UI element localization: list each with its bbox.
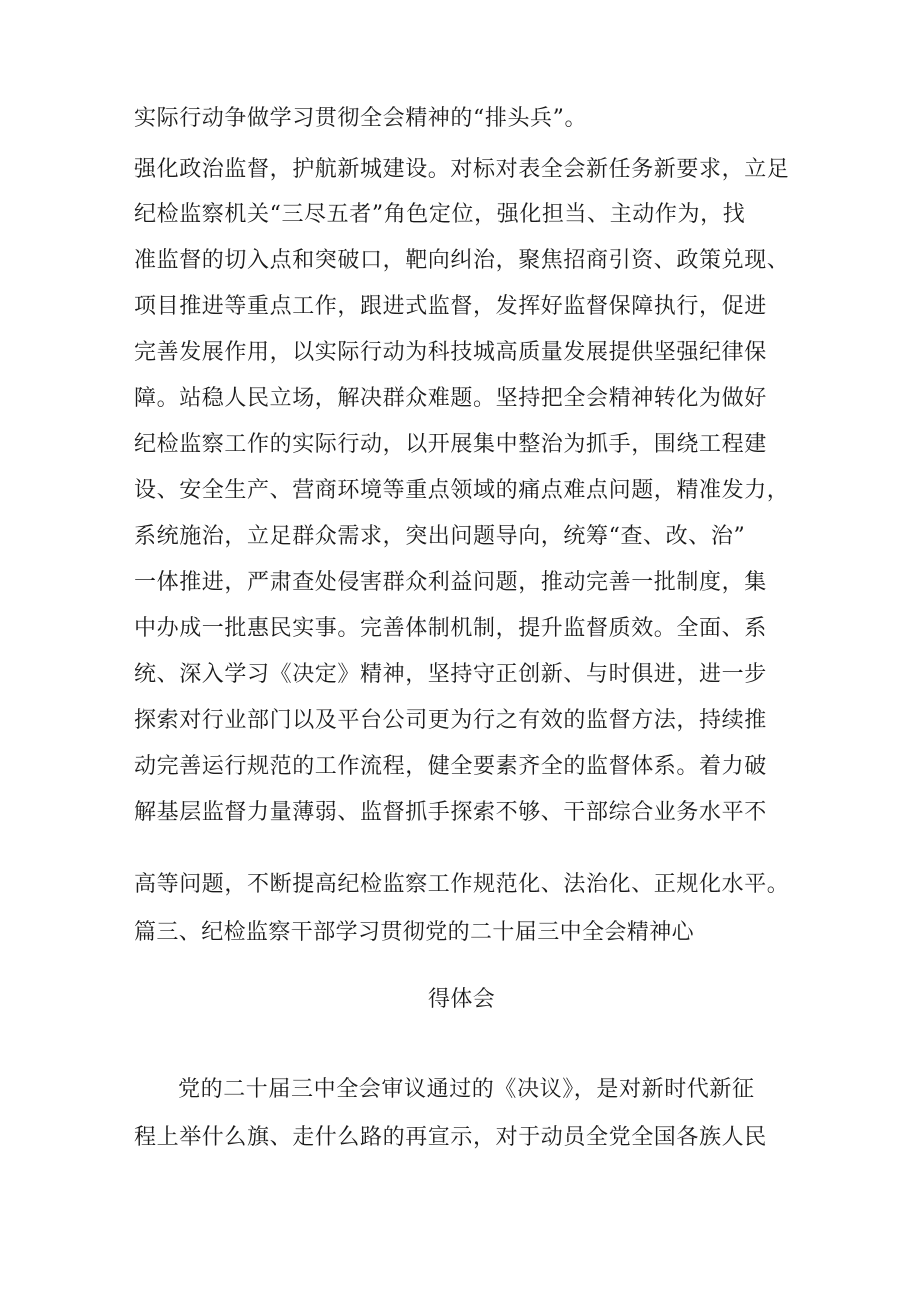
text-line: 准监督的切入点和突破口，靶向纠治，聚焦招商引资、政策兑现、 (134, 248, 790, 273)
section-heading-line-1: 篇三、纪检监察干部学习贯彻党的二十届三中全会精神心 (134, 920, 695, 945)
text-line: 党的二十届三中全会审议通过的《决议》，是对新时代新征 (178, 1077, 755, 1102)
text-line: 纪检监察工作的实际行动，以开展集中整治为抓手，围绕工程建 (134, 432, 767, 457)
text-line: 探索对行业部门以及平台公司更为行之有效的监督方法，持续推 (134, 708, 767, 733)
text-line: 解基层监督力量薄弱、监督抓手探索不够、干部综合业务水平不 (134, 800, 767, 825)
text-line: 动完善运行规范的工作流程，健全要素齐全的监督体系。着力破 (134, 754, 767, 779)
text-line: 系统施治，立足群众需求，突出问题导向，统筹“查、改、治” (134, 524, 746, 549)
section-heading-line-2: 得体会 (428, 987, 496, 1012)
text-line: 完善发展作用，以实际行动为科技城高质量发展提供坚强纪律保 (134, 340, 767, 365)
text-line: 一体推进，严肃查处侵害群众利益问题，推动完善一批制度，集 (134, 570, 767, 595)
text-line: 统、深入学习《决定》精神，坚持守正创新、与时俱进，进一步 (134, 662, 767, 687)
text-line: 强化政治监督，护航新城建设。对标对表全会新任务新要求，立足 (134, 157, 790, 182)
text-line: 高等问题，不断提高纪检监察工作规范化、法治化、正规化水平。 (134, 872, 790, 897)
text-line: 项目推进等重点工作，跟进式监督，发挥好监督保障执行，促进 (134, 294, 767, 319)
text-line: 实际行动争做学习贯彻全会精神的“排头兵”。 (134, 106, 588, 131)
text-line: 设、安全生产、营商环境等重点领域的痛点难点问题，精准发力， (134, 478, 790, 503)
text-line: 程上举什么旗、走什么路的再宣示，对于动员全党全国各族人民 (134, 1125, 767, 1150)
text-line: 中办成一批惠民实事。完善体制机制，提升监督质效。全面、系 (134, 616, 767, 641)
text-line: 纪检监察机关“三尽五者”角色定位，强化担当、主动作为，找 (134, 202, 746, 227)
text-line: 障。站稳人民立场，解决群众难题。坚持把全会精神转化为做好 (134, 386, 767, 411)
